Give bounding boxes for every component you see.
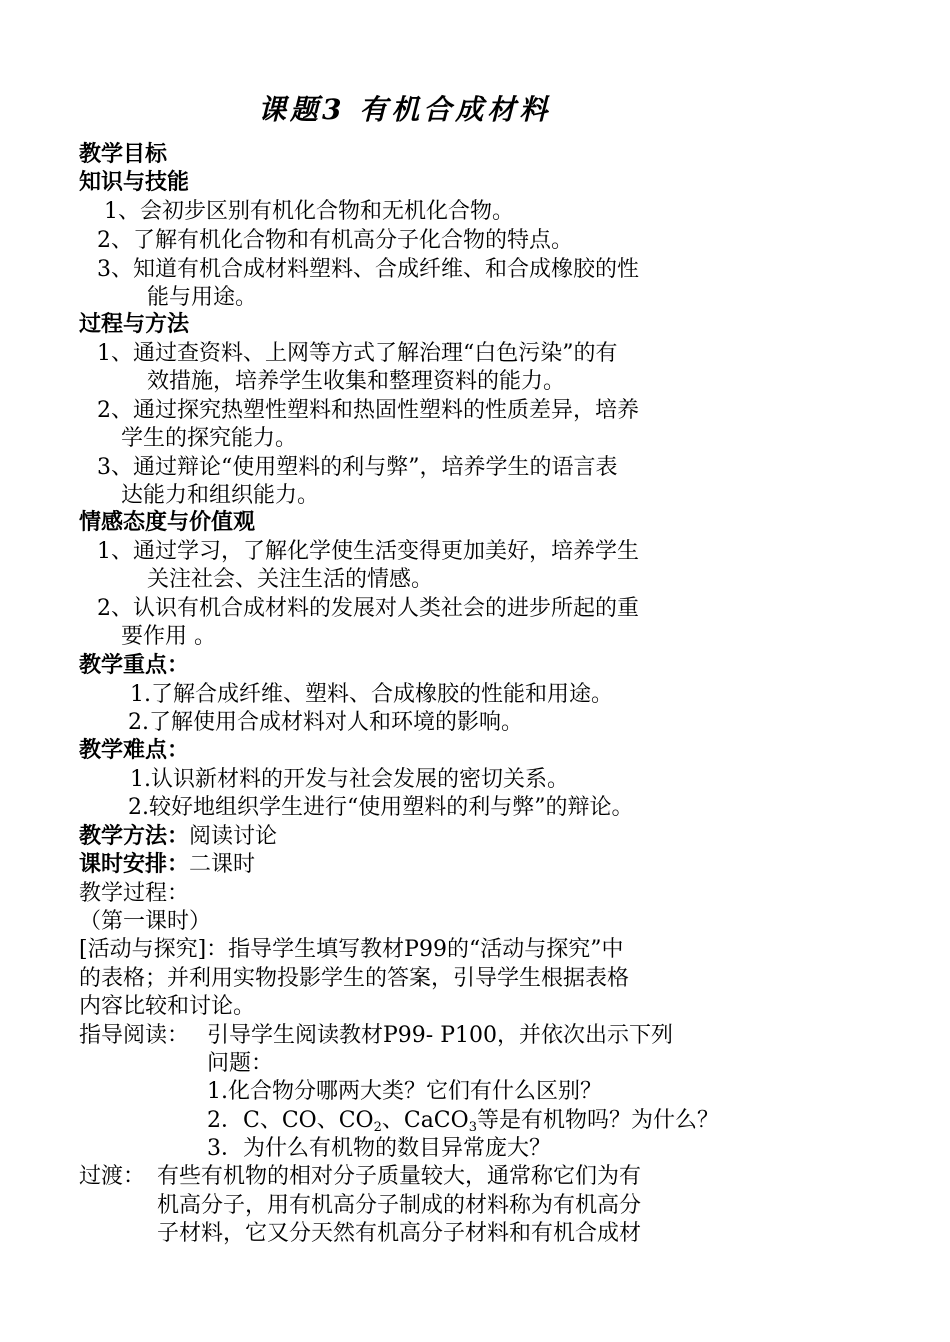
document-title: 课题3 有机合成材料 (258, 93, 552, 126)
difficulty-item: 2.较好地组织学生进行“使用塑料的利与弊”的辩论。 (128, 795, 634, 820)
process-item-continuation: 达能力和组织能力。 (121, 483, 320, 508)
knowledge-item: 3、知道有机合成材料塑料、合成纤维、和合成橡胶的性 (97, 257, 639, 282)
lesson-label: （第一课时） (79, 909, 212, 934)
process-item-continuation: 效措施，培养学生收集和整理资料的能力。 (147, 369, 566, 394)
knowledge-item: 1、会初步区别有机化合物和无机化合物。 (104, 199, 514, 224)
knowledge-item: 2、了解有机化合物和有机高分子化合物的特点。 (97, 228, 573, 253)
knowledge-item-continuation: 能与用途。 (147, 285, 258, 310)
reading-line: 问题： (207, 1051, 274, 1076)
difficulty-item: 1.认识新材料的开发与社会发展的密切关系。 (130, 767, 569, 792)
q2-middle: 、CaCO (381, 1108, 469, 1133)
reading-question: 3．为什么有机物的数目异常庞大？ (207, 1136, 551, 1161)
schedule-label: 课时安排： (79, 852, 190, 877)
knowledge-heading: 知识与技能 (79, 170, 190, 195)
emotion-item-continuation: 关注社会、关注生活的情感。 (147, 567, 434, 592)
key-points-heading: 教学重点： (79, 653, 190, 678)
difficulties-heading: 教学难点： (79, 738, 190, 763)
process-heading: 过程与方法 (79, 312, 190, 337)
emotion-item-continuation: 要作用 。 (121, 624, 216, 649)
activity-line: 内容比较和讨论。 (79, 994, 256, 1019)
q2-subscript-2: 2 (373, 1120, 382, 1135)
process-item-continuation: 学生的探究能力。 (121, 426, 298, 451)
reading-label: 指导阅读： (79, 1023, 190, 1048)
transition-line: 有些有机物的相对分子质量较大，通常称它们为有 (157, 1164, 642, 1189)
process-heading-plain: 教学过程： (79, 881, 190, 906)
method-line (79, 823, 277, 851)
key-point-item: 2.了解使用合成材料对人和环境的影响。 (128, 710, 523, 735)
key-point-item: 1.了解合成纤维、塑料、合成橡胶的性能和用途。 (130, 682, 613, 707)
q2-prefix: 2．C、CO、CO (207, 1108, 374, 1133)
emotion-item: 1、通过学习，了解化学使生活变得更加美好，培养学生 (97, 539, 639, 564)
transition-label: 过渡： (79, 1164, 146, 1189)
emotion-heading: 情感态度与价值观 (79, 510, 256, 535)
process-item: 3、通过辩论“使用塑料的利与弊”，培养学生的语言表 (97, 455, 618, 480)
q2-suffix: 等是有机物吗？为什么？ (476, 1108, 719, 1133)
q2-subscript-3: 3 (468, 1120, 477, 1135)
schedule-value: 二课时 (189, 852, 256, 877)
activity-line: [活动与探究]：指导学生填写教材P99的“活动与探究”中 (79, 937, 624, 962)
reading-question: 1.化合物分哪两大类？它们有什么区别？ (207, 1079, 602, 1104)
reading-question (207, 1107, 719, 1135)
process-item: 2、通过探究热塑性塑料和热固性塑料的性质差异，培养 (97, 398, 639, 423)
method-value: 阅读讨论 (189, 824, 278, 849)
activity-line: 的表格；并利用实物投影学生的答案，引导学生根据表格 (79, 966, 630, 991)
objectives-heading: 教学目标 (79, 142, 168, 167)
schedule-line (79, 851, 255, 879)
emotion-item: 2、认识有机合成材料的发展对人类社会的进步所起的重 (97, 596, 639, 621)
transition-line: 机高分子，用有机高分子制成的材料称为有机高分 (157, 1193, 642, 1218)
transition-line: 子材料，它又分天然有机高分子材料和有机合成材 (157, 1221, 642, 1246)
reading-line: 引导学生阅读教材P99- P100，并依次出示下列 (207, 1023, 674, 1048)
method-label: 教学方法： (79, 824, 190, 849)
process-item: 1、通过查资料、上网等方式了解治理“白色污染”的有 (97, 341, 618, 366)
